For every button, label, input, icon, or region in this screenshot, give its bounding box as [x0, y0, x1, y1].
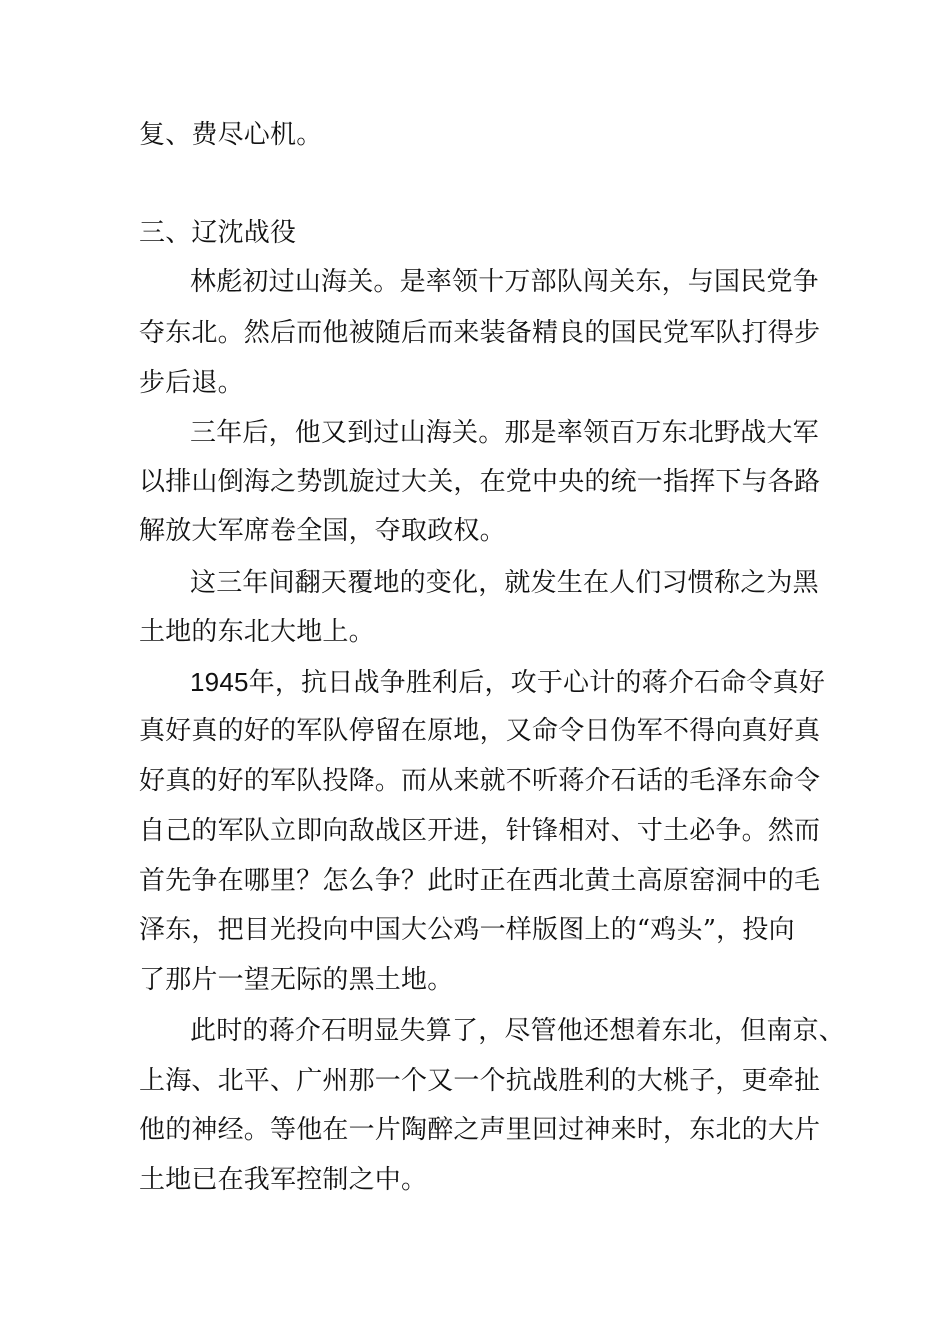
paragraph-line: 土地已在我军控制之中。: [139, 1165, 428, 1195]
paragraph-line: 他的神经。等他在一片陶醉之声里回过神来时，东北的大片: [139, 1115, 821, 1145]
paragraph-line: 土地的东北大地上。: [139, 617, 375, 647]
paragraph-line: 步后退。: [139, 368, 244, 398]
paragraph-line: 林彪初过山海关。是率领十万部队闯关东，与国民党争: [190, 267, 819, 297]
year-number: 1945: [190, 667, 249, 697]
paragraph-line: 上海、北平、广州那一个又一个抗战胜利的大桃子，更牵扯: [139, 1066, 821, 1096]
paragraph-line: 复、费尽心机。: [139, 120, 323, 150]
paragraph-line: 泽东，把目光投向中国大公鸡一样版图上的“鸡头”，投向: [139, 915, 795, 945]
paragraph-line: [190, 665, 825, 700]
paragraph-line: 这三年间翻天覆地的变化，就发生在人们习惯称之为黑: [190, 568, 819, 598]
paragraph-line: 真好真的好的军队停留在原地，又命令日伪军不得向真好真: [139, 716, 821, 746]
paragraph-line: 此时的蒋介石明显失算了，尽管他还想着东北，但南京、: [190, 1016, 846, 1046]
section-heading: 三、辽沈战役: [139, 218, 297, 248]
paragraph-line: 自己的军队立即向敌战区开进，针锋相对、寸土必争。然而: [139, 816, 821, 846]
paragraph-line: 了那片一望无际的黑土地。: [139, 965, 454, 995]
paragraph-line: 解放大军席卷全国，夺取政权。: [139, 516, 506, 546]
paragraph-line: 以排山倒海之势凯旋过大关，在党中央的统一指挥下与各路: [139, 467, 821, 497]
paragraph-line: 三年后，他又到过山海关。那是率领百万东北野战大军: [190, 418, 819, 448]
paragraph-line: 首先争在哪里？怎么争？此时正在西北黄土高原窑洞中的毛: [139, 866, 821, 896]
paragraph-line: 夺东北。然后而他被随后而来装备精良的国民党军队打得步: [139, 318, 821, 348]
paragraph-line: 好真的好的军队投降。而从来就不听蒋介石话的毛泽东命令: [139, 766, 821, 796]
paragraph-text: 年，抗日战争胜利后，攻于心计的蒋介石命令真好: [248, 668, 826, 698]
